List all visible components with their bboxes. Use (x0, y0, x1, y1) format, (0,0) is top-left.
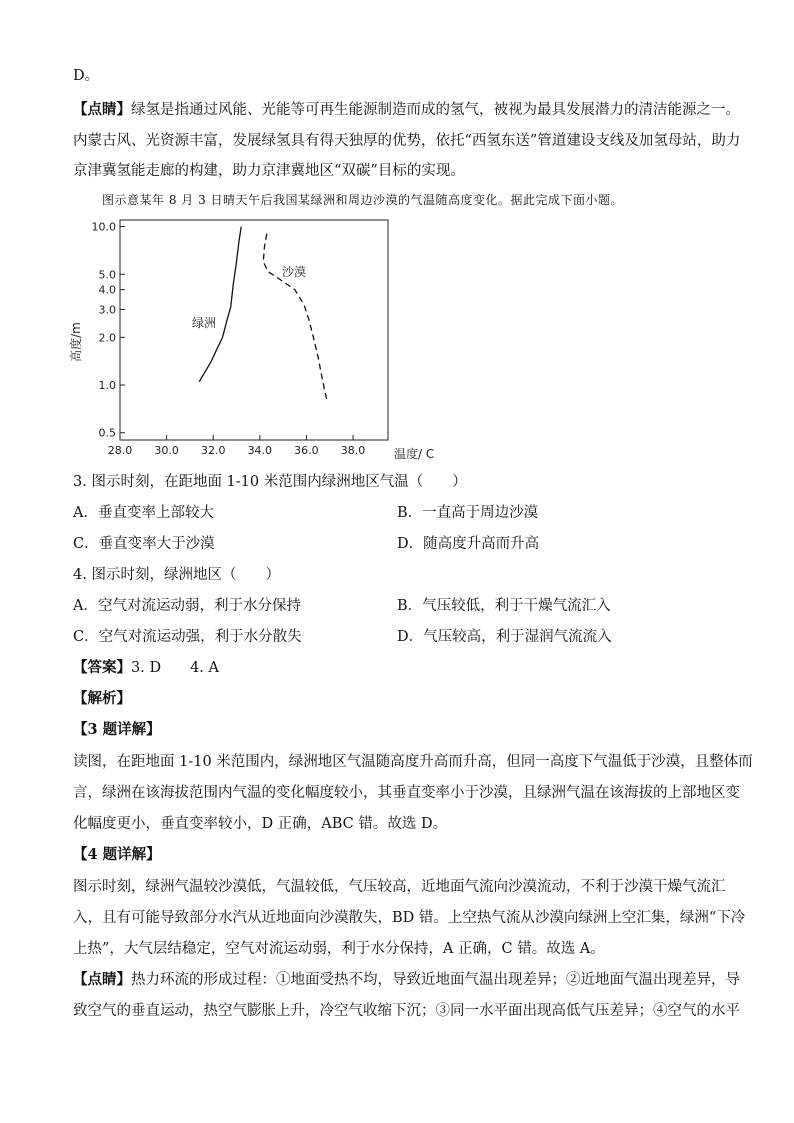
detail-4-line-1: 图示时刻，绿洲气温较沙漠低，气温较低，气压较高，近地面气流向沙漠流动，不利于沙漠干燥气流汇 (73, 879, 726, 895)
plot-frame (120, 220, 388, 440)
y-tick-label: 10.0 (91, 220, 116, 234)
x-tick-label: 32.0 (200, 444, 226, 457)
note-2-tag: 【点睛】 (73, 971, 131, 988)
question-4-option-c: C．空气对流运动强，利于水分散失 (73, 629, 302, 645)
note-2-line-2: 致空气的垂直运动，热空气膨胀上升，冷空气收缩下沉；③同一水平面出现高低气压差异；④空气的水平 (73, 1003, 740, 1019)
y-tick-label: 3.0 (98, 303, 116, 317)
chart-series (199, 227, 327, 403)
figure-caption: 图示意某年 8 月 3 日晴天午后我国某绿洲和周边沙漠的气温随高度变化。据此完成下面小题。 (102, 193, 624, 207)
note-1-line-3: 京津冀氢能走廊的构建，助力京津冀地区“双碳”目标的实现。 (73, 163, 465, 179)
answer-text: 3. D 4. A (131, 660, 219, 676)
detail-4-tag: 【4 题详解】 (73, 846, 161, 863)
x-axis-ticks (108, 435, 366, 457)
question-3-option-b: B．一直高于周边沙漠 (397, 505, 539, 521)
desert-temperature-line (263, 234, 327, 402)
question-4-option-a: A．空气对流运动弱，利于水分保持 (73, 598, 301, 614)
question-4-option-b: B．气压较低，利于干燥气流汇入 (397, 598, 611, 614)
note-2-line-1 (73, 970, 740, 990)
detail-3-tag: 【3 题详解】 (73, 721, 161, 738)
series-label-desert: 沙漠 (282, 265, 307, 279)
note-1-text-1: 绿氢是指通过风能、光能等可再生能源制造而成的氢气，被视为最具发展潜力的清洁能源之一。 (131, 102, 740, 118)
y-tick-label: 2.0 (98, 331, 116, 345)
answer-tag: 【答案】 (73, 659, 131, 676)
detail-3-line-2: 言，绿洲在该海拔范围内气温的变化幅度较小，其垂直变率小于沙漠，且绿洲气温在该海拔的上部地区变 (73, 785, 740, 801)
y-axis-label: 高度/m (69, 322, 83, 362)
note-2-text-1: 热力环流的形成过程：①地面受热不均，导致近地面气温出现差异；②近地面气温出现差异，导 (131, 972, 740, 988)
answer-line (73, 658, 733, 678)
y-tick-label: 1.0 (98, 379, 116, 393)
detail-4-line-3: 上热”，大气层结稳定，空气对流运动弱，利于水分保持，A 正确，C 错。故选 A。 (73, 941, 605, 957)
x-tick-label: 34.0 (247, 444, 273, 457)
x-tick-label: 36.0 (294, 444, 319, 457)
y-tick-label: 5.0 (98, 268, 116, 282)
note-1-line-1 (73, 100, 740, 120)
x-tick-label: 38.0 (340, 444, 366, 457)
series-label-oasis: 绿洲 (192, 316, 217, 330)
detail-4-line-2: 入，且有可能导致部分水汽从近地面向沙漠散失，BD 错。上空热气流从沙漠向绿洲上空汇集，绿洲“下冷 (73, 910, 746, 926)
y-tick-label: 0.5 (98, 426, 116, 440)
x-tick-label: 30.0 (154, 444, 179, 457)
analysis-tag: 【解析】 (73, 690, 131, 707)
note-1-tag: 【点睛】 (73, 101, 131, 118)
question-3-option-a: A．垂直变率上部较大 (73, 505, 214, 521)
question-3-option-d: D．随高度升高而升高 (397, 536, 540, 552)
temperature-height-chart (60, 212, 460, 464)
question-4-option-d: D．气压较高，利于湿润气流流入 (397, 629, 612, 645)
question-3-option-c: C．垂直变率大于沙漠 (73, 536, 215, 552)
x-axis-label: 温度/ C (394, 447, 435, 461)
y-tick-label: 4.0 (98, 283, 116, 297)
note-1-line-2: 内蒙古风、光资源丰富，发展绿氢具有得天独厚的优势，依托“西氢东送”管道建设支线及加氢母站，助力 (73, 133, 741, 149)
question-3-stem: 3. 图示时刻，在距地面 1-10 米范围内绿洲地区气温（ ） (73, 474, 467, 490)
oasis-temperature-line (199, 227, 241, 382)
detail-3-line-1: 读图，在距地面 1-10 米范围内，绿洲地区气温随高度升高而升高，但同一高度下气温低于沙漠，且整体而 (73, 754, 753, 770)
detail-3-line-3: 化幅度更小，垂直变率较小，D 正确，ABC 错。故选 D。 (73, 816, 448, 832)
x-tick-label: 28.0 (107, 444, 133, 457)
previous-answer: D。 (73, 68, 100, 84)
question-4-stem: 4. 图示时刻，绿洲地区（ ） (73, 567, 280, 583)
